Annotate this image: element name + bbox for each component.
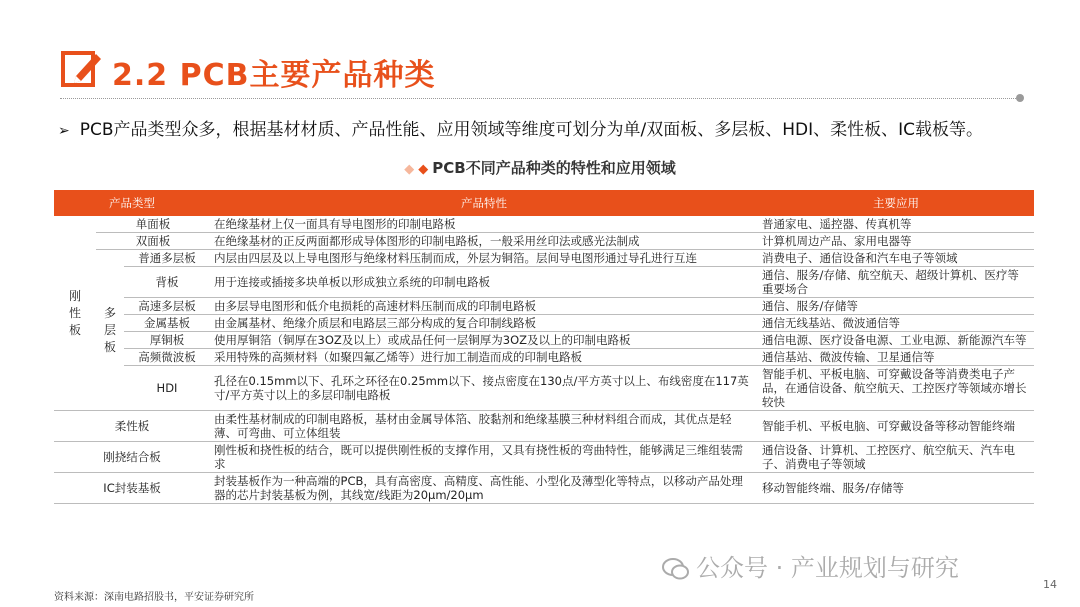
row-application: 通信无线基站、微波通信等 — [758, 315, 1034, 332]
row-feature: 由多层导电图形和低介电损耗的高速材料压制而成的印制电路板 — [210, 298, 758, 315]
table-row — [54, 315, 1034, 332]
table-row — [54, 332, 1034, 349]
title-divider — [60, 98, 1018, 99]
table-row — [54, 442, 1034, 473]
row-feature: 封装基板作为一种高端的PCB，具有高密度、高精度、高性能、小型化及薄型化等特点，以移动产品处理器的芯片封装基板为例，其线宽/线距为20μm/20μm — [210, 473, 758, 504]
table-row — [54, 366, 1034, 411]
caption-text: PCB不同产品种类的特性和应用领域 — [432, 159, 676, 177]
multilayer-board-label: 多层板 — [96, 250, 124, 411]
wechat-icon — [662, 557, 690, 581]
row-type: 普通多层板 — [124, 250, 210, 267]
row-application: 通信设备、计算机、工控医疗、航空航天、汽车电子、消费电子等领域 — [758, 442, 1034, 473]
row-type: 金属基板 — [124, 315, 210, 332]
table-row — [54, 216, 1034, 233]
table-row — [54, 349, 1034, 366]
rigid-board-label: 刚性板 — [54, 216, 96, 411]
diamond-icon: ◆ — [418, 162, 429, 177]
watermark-text: 公众号 · 产业规划与研究 — [696, 554, 959, 582]
table-row — [54, 267, 1034, 298]
table-header-row — [54, 190, 1034, 216]
table-row — [54, 411, 1034, 442]
row-application: 通信、服务/存储、航空航天、超级计算机、医疗等重要场合 — [758, 267, 1034, 298]
header-application: 主要应用 — [758, 190, 1034, 216]
row-type: IC封装基板 — [54, 473, 210, 504]
row-application: 通信基站、微波传输、卫星通信等 — [758, 349, 1034, 366]
row-type: HDI — [124, 366, 210, 411]
source-note: 资料来源：深南电路招股书，平安证券研究所 — [54, 592, 254, 603]
watermark — [662, 548, 959, 583]
row-application: 智能手机、平板电脑、可穿戴设备等消费类电子产品，在通信设备、航空航天、工控医疗等领域亦增长较快 — [758, 366, 1034, 411]
product-table — [54, 190, 1034, 504]
row-application: 通信、服务/存储等 — [758, 298, 1034, 315]
intro-text: PCB产品类型众多，根据基材材质、产品性能、应用领域等维度可划分为单/双面板、多层板、HDI、柔性板、IC载板等。 — [79, 120, 984, 140]
page-number: 14 — [1043, 578, 1057, 591]
divider-end-dot — [1016, 94, 1024, 102]
row-feature: 用于连接或插接多块单板以形成独立系统的印制电路板 — [210, 267, 758, 298]
row-type: 柔性板 — [54, 411, 210, 442]
row-type: 高速多层板 — [124, 298, 210, 315]
table-row — [54, 298, 1034, 315]
table-row — [54, 250, 1034, 267]
row-type: 单面板 — [96, 216, 210, 233]
row-application: 智能手机、平板电脑、可穿戴设备等移动智能终端 — [758, 411, 1034, 442]
row-feature: 孔径在0.15mm以下、孔环之环径在0.25mm以下、接点密度在130点/平方英寸以上、布线密度在117英寸/平方英寸以上的多层印制电路板 — [210, 366, 758, 411]
row-application: 计算机周边产品、家用电器等 — [758, 233, 1034, 250]
header-type: 产品类型 — [54, 190, 210, 216]
table-caption — [0, 157, 1080, 178]
intro-bullet — [58, 115, 983, 140]
row-feature: 由柔性基材制成的印制电路板，基材由金属导体箔、胶黏剂和绝缘基膜三种材料组合而成，其优点是轻薄、可弯曲、可立体组装 — [210, 411, 758, 442]
row-type: 双面板 — [96, 233, 210, 250]
row-feature: 在绝缘基材的正反两面都形成导体图形的印制电路板，一般采用丝印法或感光法制成 — [210, 233, 758, 250]
row-type: 厚铜板 — [124, 332, 210, 349]
page-title: 2.2 PCB主要产品种类 — [112, 58, 436, 93]
diamond-light-icon: ◆ — [404, 162, 415, 177]
row-application: 通信电源、医疗设备电源、工业电源、新能源汽车等 — [758, 332, 1034, 349]
row-feature: 使用厚铜箔（铜厚在3OZ及以上）或成品任何一层铜厚为3OZ及以上的印制电路板 — [210, 332, 758, 349]
row-feature: 采用特殊的高频材料（如聚四氟乙烯等）进行加工制造而成的印制电路板 — [210, 349, 758, 366]
row-type: 背板 — [124, 267, 210, 298]
row-application: 移动智能终端、服务/存储等 — [758, 473, 1034, 504]
row-feature: 内层由四层及以上导电图形与绝缘材料压制而成，外层为铜箔。层间导电图形通过导孔进行互连 — [210, 250, 758, 267]
table-row — [54, 473, 1034, 504]
row-application: 消费电子、通信设备和汽车电子等领域 — [758, 250, 1034, 267]
pencil-square-logo-icon — [60, 48, 102, 90]
row-application: 普通家电、遥控器、传真机等 — [758, 216, 1034, 233]
table-row — [54, 233, 1034, 250]
row-feature: 刚性板和挠性板的结合，既可以提供刚性板的支撑作用，又具有挠性板的弯曲特性，能够满足三维组装需求 — [210, 442, 758, 473]
row-type: 刚挠结合板 — [54, 442, 210, 473]
row-type: 高频微波板 — [124, 349, 210, 366]
header-feature: 产品特性 — [210, 190, 758, 216]
arrow-bullet-icon: ➢ — [58, 123, 70, 139]
row-feature: 由金属基材、绝缘介质层和电路层三部分构成的复合印制线路板 — [210, 315, 758, 332]
row-feature: 在绝缘基材上仅一面具有导电图形的印制电路板 — [210, 216, 758, 233]
